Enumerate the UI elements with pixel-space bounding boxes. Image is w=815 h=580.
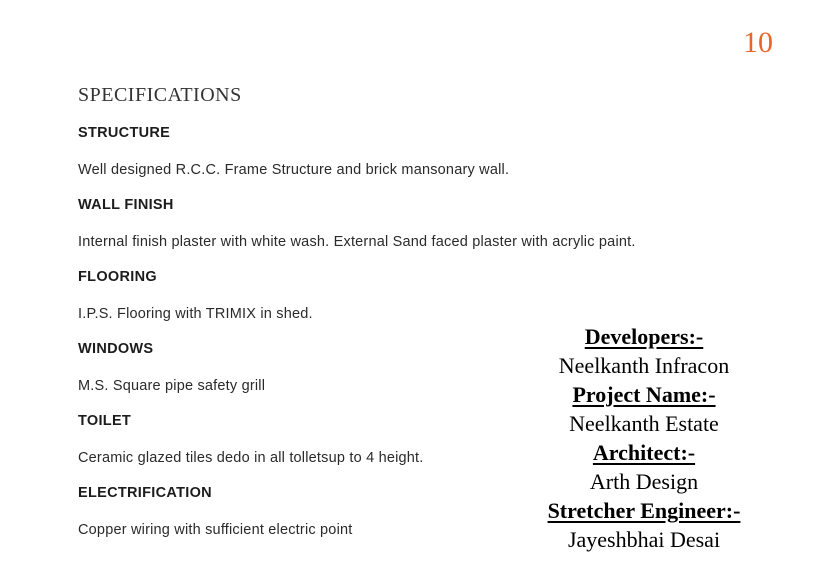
project-credits [534, 322, 754, 554]
spec-text: M.S. Square pipe safety grill [78, 378, 266, 394]
spec-text: Copper wiring with sufficient electric point [78, 522, 353, 538]
spec-text: Internal finish plaster with white wash. External Sand faced plaster with acrylic paint. [78, 234, 636, 250]
spec-text: I.P.S. Flooring with TRIMIX in shed. [78, 306, 313, 322]
spec-heading: STRUCTURE [78, 125, 171, 141]
page-number: 10 [743, 26, 773, 59]
structural-engineer-value: Jayeshbhai Desai [567, 527, 721, 552]
project-name-value: Neelkanth Estate [569, 411, 719, 436]
project-name-label: Project Name:- [572, 382, 716, 407]
architect-label: Architect:- [592, 440, 696, 465]
spec-heading: TOILET [78, 413, 132, 429]
spec-heading: WINDOWS [78, 341, 154, 357]
spec-section-wall-finish [78, 197, 718, 269]
developers-label: Developers:- [584, 324, 704, 349]
spec-heading: ELECTRIFICATION [78, 485, 212, 501]
spec-text: Ceramic glazed tiles dedo in all tolletsup to 4 height. [78, 450, 424, 466]
page-title: SPECIFICATIONS [78, 84, 242, 106]
spec-heading: WALL FINISH [78, 197, 174, 213]
developers-value: Neelkanth Infracon [558, 353, 730, 378]
spec-text: Well designed R.C.C. Frame Structure and brick mansonary wall. [78, 162, 510, 178]
architect-value: Arth Design [589, 469, 699, 494]
structural-engineer-label: Stretcher Engineer:- [547, 498, 741, 523]
spec-section-structure [78, 125, 718, 197]
spec-heading: FLOORING [78, 269, 157, 285]
